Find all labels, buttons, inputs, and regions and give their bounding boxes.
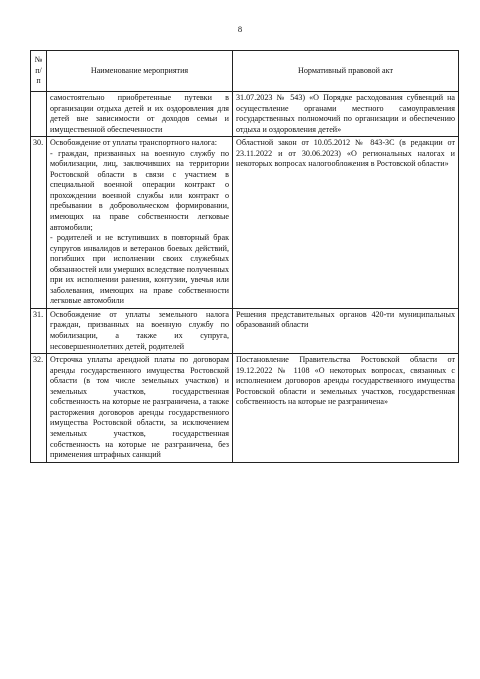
row-number: 31. <box>31 308 47 353</box>
legal-act-cell <box>233 354 459 462</box>
page-number: 8 <box>237 24 243 34</box>
row-number <box>31 92 47 137</box>
legal-act-text: Решения представительных органов 420-ти муниципальных образований области <box>236 309 455 330</box>
measure-paragraph: Освобождение от уплаты транспортного налога: <box>50 138 217 148</box>
measures-table <box>30 50 459 463</box>
legal-act-text: Областной закон от 10.05.2012 № 843-ЗС (в редакции от 23.11.2022 и от 30.06.2023) «О региональных налогах и некоторых вопросах налогообложения в Ростовской области» <box>236 138 455 169</box>
header-legal-act: Нормативный правовой акт <box>233 51 459 92</box>
measure-paragraph: - граждан, призванных на военную службу по мобилизации, лиц, заключивших на территории Ростовской области в связи с участием в специальной военной операции контракт о прохождении военной службы или контракт о пребывании в добровольческом формировании, имеющих на праве собственности легковые автомобили; <box>50 148 229 232</box>
row-number: 30. <box>31 137 47 309</box>
row-number: 32. <box>31 354 47 462</box>
legal-act-cell <box>233 92 459 137</box>
legal-act-text: 31.07.2023 № 543) «О Порядке расходования субвенций на осуществление органами местного самоуправления государственных полномочий по организации и обеспечению отдыха и оздоровления детей» <box>236 93 455 134</box>
measure-paragraph: - родителей и не вступивших в повторный брак супругов инвалидов и ветеранов боевых действий, погибших при исполнении своих служебных обязанностей или умерших вследствие полученных при их исполнении ранения, контузии, увечья или заболевания, имеющих на праве собственности легковые автомобили <box>50 233 229 306</box>
measure-text: самостоятельно приобретенные путевки в организации отдыха детей и их оздоровления для детей вне зависимости от доходов семьи и имущественной обеспеченности <box>50 93 229 134</box>
legal-act-cell <box>233 308 459 353</box>
table-row <box>31 92 459 137</box>
legal-act-text: Постановление Правительства Ростовской области от 19.12.2022 № 1108 «О некоторых вопросах, связанных с исполнением договоров аренды государственного имущества Ростовской области и земельных участков, государственная собственность на которые не разграничена» <box>236 355 455 407</box>
table-row <box>31 354 459 462</box>
legal-act-cell <box>233 137 459 309</box>
measure-text: Освобождение от уплаты земельного налога граждан, призванных на военную службу по мобилизации, а также их супруга, несовершеннолетних детей, родителей <box>50 309 229 351</box>
table-row <box>31 137 459 309</box>
measure-cell <box>47 308 233 353</box>
measure-text: Отсрочка уплаты арендной платы по договорам аренды государственного имущества Ростовской области (в том числе земельных участков) и земельных участков, государственная собственность на которые не разграничена, а также расторжения договоров аренды государственного имущества Ростовской области, за исключением земельных участков, государственная собственность на которые не разграничена, без применения штрафных санкций <box>50 355 229 460</box>
measure-cell <box>47 137 233 309</box>
header-measure: Наименование мероприятия <box>47 51 233 92</box>
header-number: № п/п <box>31 51 47 92</box>
measure-cell <box>47 354 233 462</box>
measure-cell <box>47 92 233 137</box>
table-row <box>31 308 459 353</box>
table-header-row <box>31 51 459 92</box>
